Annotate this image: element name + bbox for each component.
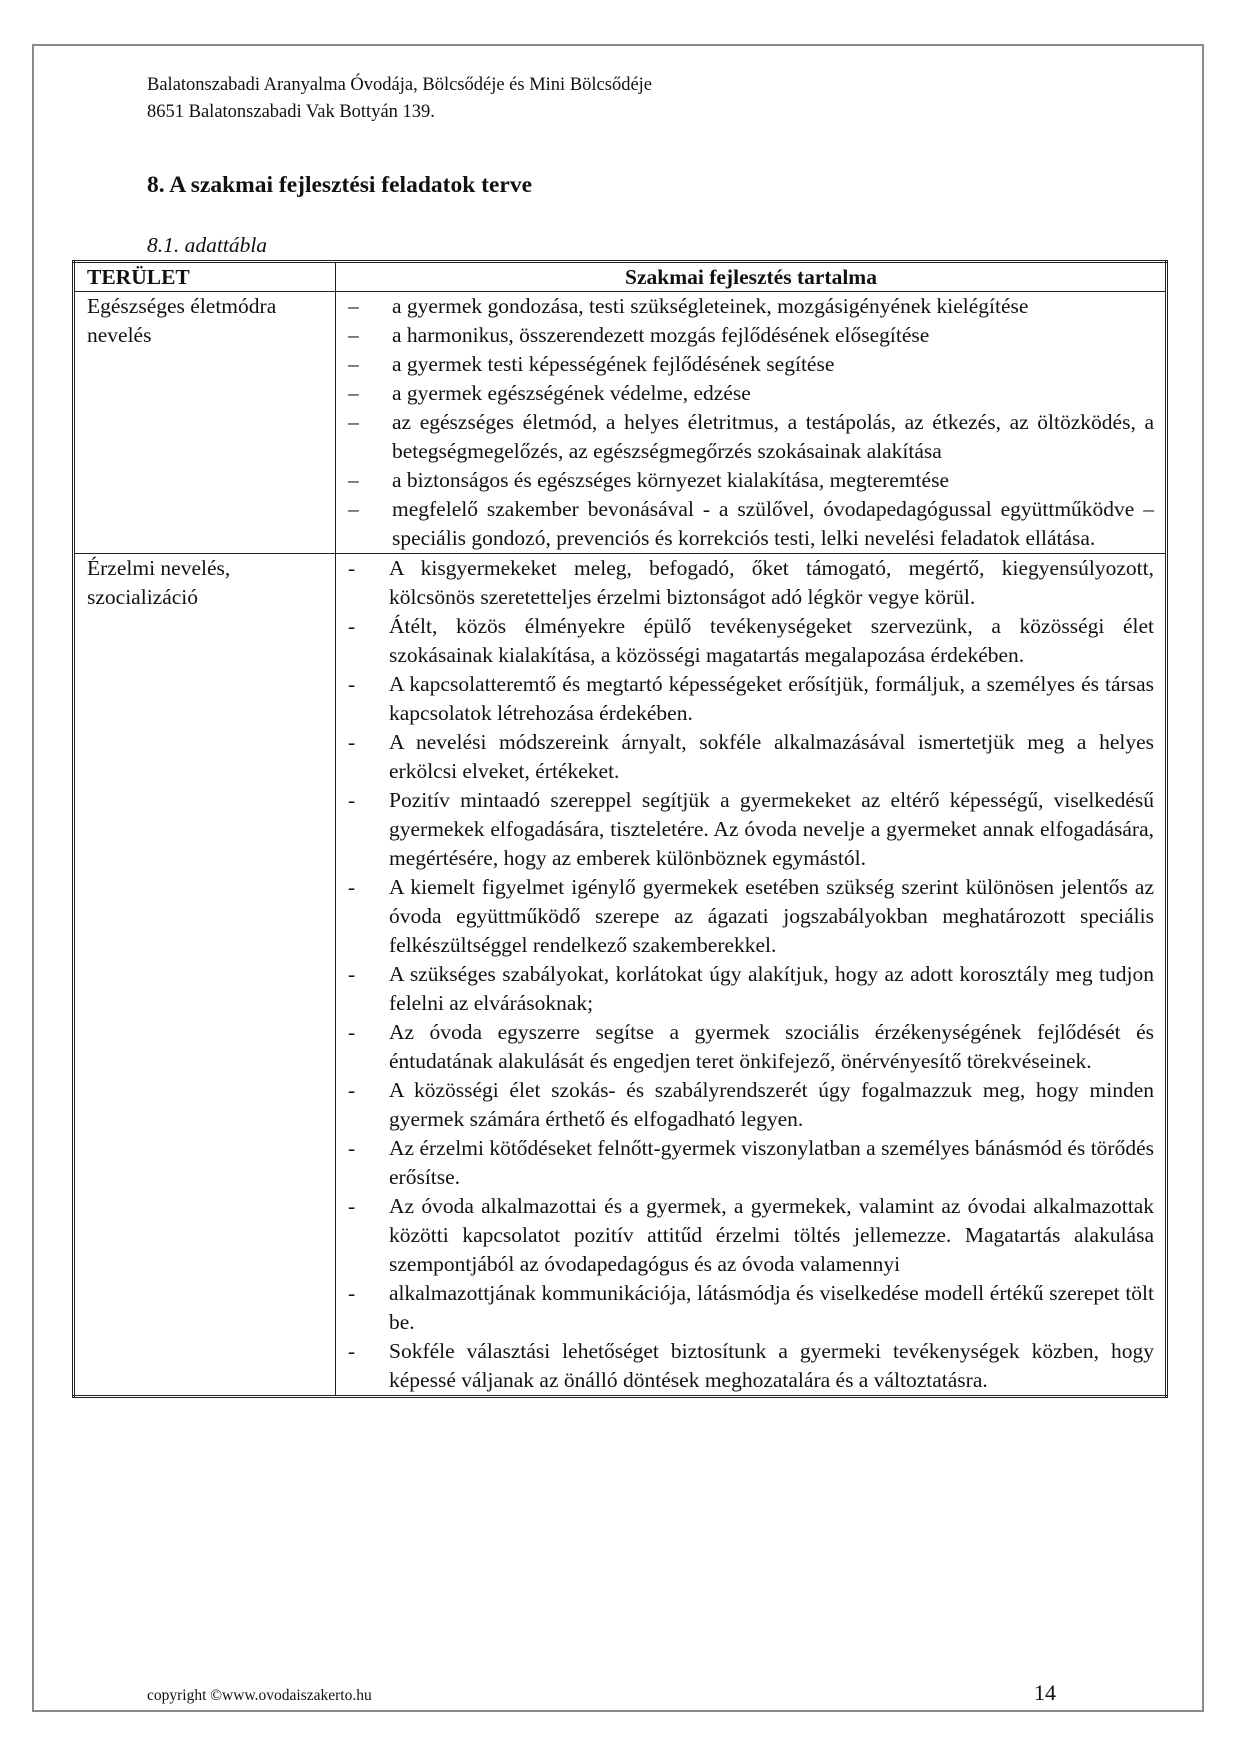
row-category: Egészséges életmódra nevelés	[74, 292, 336, 554]
list-item: - Az óvoda alkalmazottai és a gyermek, a gyermekek, valamint az óvodai alkalmazottak közötti kapcsolatot pozitív attitűd érzelmi töltés jellemezze. Magatartás alakulása szempontjából az óvodapedagógus és az óvoda valamennyi	[348, 1192, 1154, 1279]
header-area: TERÜLET	[74, 262, 336, 292]
list-item: - A kiemelt figyelmet igénylő gyermekek esetében szükség szerint különösen jelentős az óvoda együttműködő szerepe az ágazati jogszabályokban meghatározott speciális felkészültséggel rendelkező szakemberekkel.	[348, 873, 1154, 960]
list-item: – megfelelő szakember bevonásával - a szülővel, óvodapedagógussal együttműködve – speciális gondozó, prevenciós és korrekciós testi, lelki nevelési feladatok ellátása.	[348, 495, 1154, 553]
list-item: - Pozitív mintaadó szereppel segítjük a gyermekeket az eltérő képességű, viselkedésű gyermekek elfogadására, tiszteletére. Az óvoda nevelje a gyermeket annak elfogadására, megértésére, hogy az emberek különböznek egymástól.	[348, 786, 1154, 873]
table-row	[74, 292, 1167, 554]
list-item: - Átélt, közös élményekre épülő tevékenységeket szervezünk, a közösségi élet szokásainak kialakítása, a közösségi magatartás megalapozása érdekében.	[348, 612, 1154, 670]
list-item: - Sokféle választási lehetőséget biztosítunk a gyermeki tevékenységek közben, hogy képessé váljanak az önálló döntések meghozatalára és a változtatásra.	[348, 1337, 1154, 1395]
list-item: – a gyermek gondozása, testi szükségleteinek, mozgásigényének kielégítése	[348, 292, 1154, 321]
task-list	[348, 554, 1154, 1395]
list-item: - alkalmazottjának kommunikációja, látásmódja és viselkedése modell értékű szerepet tölt be.	[348, 1279, 1154, 1337]
page-number: 14	[1034, 1680, 1056, 1705]
list-item: - A kapcsolatteremtő és megtartó képességeket erősítjük, formáljuk, a személyes és társas kapcsolatok létrehozása érdekében.	[348, 670, 1154, 728]
section-title: 8. A szakmai fejlesztési feladatok terve	[147, 172, 533, 198]
table-header-row	[74, 262, 1167, 292]
list-item: - Az óvoda egyszerre segítse a gyermek szociális érzékenységének fejlődését és éntudatának alakulását és engedjen teret önkifejező, önérvényesítő törekvéseinek.	[348, 1018, 1154, 1076]
list-item: - A kisgyermekeket meleg, befogadó, őket támogató, megértő, kiegyensúlyozott, kölcsönös szeretetteljes érzelmi biztonságot adó légkör vegye körül.	[348, 554, 1154, 612]
task-list	[348, 292, 1154, 553]
list-item: - A nevelési módszereink árnyalt, sokféle alkalmazásával ismertetjük meg a helyes erkölcsi elveket, értékeket.	[348, 728, 1154, 786]
row-category: Érzelmi nevelés, szocializáció	[74, 554, 336, 1397]
header-content: Szakmai fejlesztés tartalma	[336, 262, 1167, 292]
copyright-notice: copyright ©www.ovodaiszakerto.hu	[147, 1687, 372, 1704]
list-item: – a biztonságos és egészséges környezet kialakítása, megteremtése	[348, 466, 1154, 495]
list-item: – a harmonikus, összerendezett mozgás fejlődésének elősegítése	[348, 321, 1154, 350]
table-caption: 8.1. adattábla	[147, 233, 268, 257]
list-item: - A közösségi élet szokás- és szabályrendszerét úgy fogalmazzuk meg, hogy minden gyermek számára érthető és elfogadható legyen.	[348, 1076, 1154, 1134]
row-content	[336, 554, 1167, 1397]
list-item: - Az érzelmi kötődéseket felnőtt-gyermek viszonylatban a személyes bánásmód és törődés erősítse.	[348, 1134, 1154, 1192]
document-header	[147, 72, 652, 126]
development-plan-table	[72, 260, 1168, 1398]
list-item: – az egészséges életmód, a helyes életritmus, a testápolás, az étkezés, az öltözködés, a betegségmegelőzés, az egészségmegőrzés szokásainak alakítása	[348, 408, 1154, 466]
institution-address: 8651 Balatonszabadi Vak Bottyán 139.	[147, 102, 435, 122]
list-item: – a gyermek testi képességének fejlődésének segítése	[348, 350, 1154, 379]
row-content	[336, 292, 1167, 554]
table-row	[74, 554, 1167, 1397]
institution-name: Balatonszabadi Aranyalma Óvodája, Bölcsődéje és Mini Bölcsődéje	[147, 75, 653, 95]
list-item: – a gyermek egészségének védelme, edzése	[348, 379, 1154, 408]
list-item: - A szükséges szabályokat, korlátokat úgy alakítjuk, hogy az adott korosztály meg tudjon felelni az elvárásoknak;	[348, 960, 1154, 1018]
